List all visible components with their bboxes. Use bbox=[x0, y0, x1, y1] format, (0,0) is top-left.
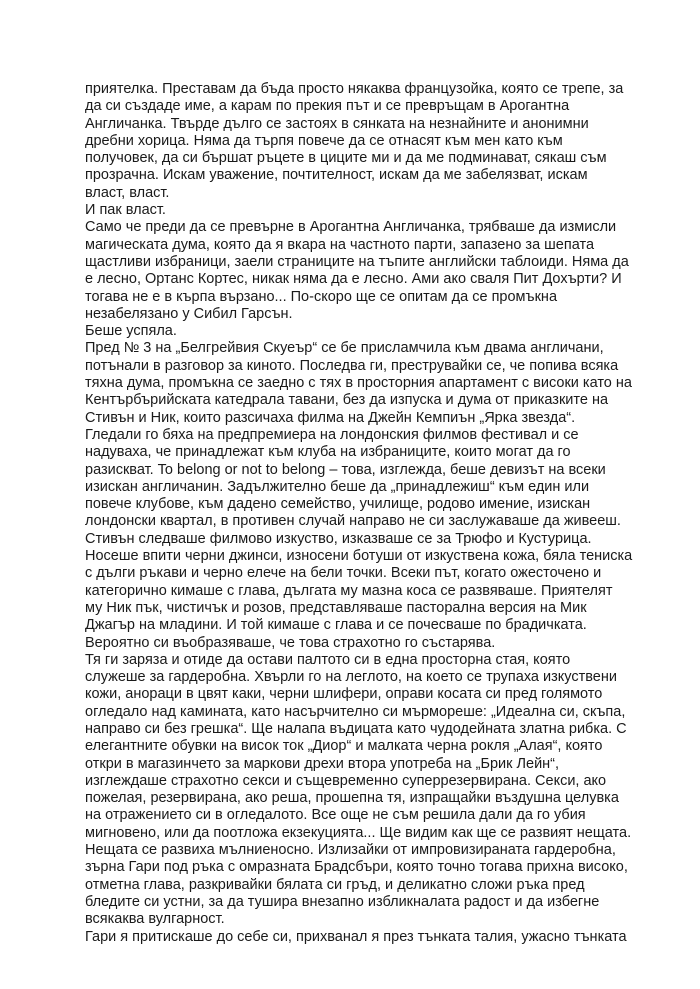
text-line: власт, власт. bbox=[85, 184, 170, 201]
text-line: Само че преди да се превърне в Арогантна Англичанка, трябваше да измисли bbox=[85, 219, 617, 236]
text-line: тогава не е в кърпа вързано... По-скоро ще се опитам да се промъкна bbox=[85, 288, 558, 305]
text-line: Тя ги заряза и отиде да остави палтото си в една просторна стая, която bbox=[85, 651, 571, 668]
text-line: Стивън и Ник, които разсичаха филма на Джейн Кемпиън „Ярка звезда“. bbox=[85, 409, 576, 426]
text-line: бледите си устни, за да туширa внезапно избликналата радост и да избегне bbox=[85, 893, 600, 910]
text-line: Нещата се развиха мълниеносно. Излизайки от импровизираната гардеробна, bbox=[85, 842, 616, 859]
text-line: Кентърбърийската катедрала тавани, без да изпуска и дума от приказките на bbox=[85, 392, 609, 409]
text-line: пожелая, резервирана, ако реша, прошепна тя, изпращайки въздушна целувка bbox=[85, 790, 619, 807]
text-line: приятелка. Преставам да бъда просто някаква французойка, която се трепе, за bbox=[85, 81, 624, 97]
text-line: направо си без грешка“. Ще налапа въдицата като чудодейната златна рибка. С bbox=[85, 720, 627, 737]
text-line: е лесно, Ортанс Кортес, никак няма да е лесно. Ами ако сваля Пит Дохърти? И bbox=[85, 271, 622, 288]
body-text bbox=[85, 81, 633, 946]
text-line: Джагър на младини. И той кимаше с глава и се почесваше по брадичката. bbox=[85, 617, 587, 634]
text-line: елегантните обувки на висок ток „Диор“ и малката черна рокля „Алая“, която bbox=[85, 738, 603, 755]
text-line: зърна Гари под ръка с омразната Брадсбъри, която точно тогава прихна високо, bbox=[85, 859, 628, 876]
text-line: Стивън следваше филмово изкуство, изказваше се за Трюфо и Кустурица. bbox=[85, 530, 592, 547]
text-line: И пак власт. bbox=[85, 202, 166, 219]
text-line: разискват. To belong or not to belong – това, изглежда, беше девизът на всеки bbox=[85, 461, 606, 478]
text-line: надуваха, че принадлежат към клуба на избраниците, които могат да го bbox=[85, 444, 571, 461]
text-line: Вероятно си въобразяваше, че това страхотно го състарява. bbox=[85, 634, 496, 651]
text-line: изглеждаше страхотно секси и същевременно суперрезервирана. Секси, ако bbox=[85, 772, 607, 789]
text-line: магическата дума, която да я вкара на частното парти, запазено за шепата bbox=[85, 236, 595, 253]
text-line: Англичанка. Твърде дълго се застоях в сянката на незнайните и анонимни bbox=[85, 115, 589, 132]
text-line: Носеше впити черни джинси, износени ботуши от изкуствена кожа, бяла тениска bbox=[85, 548, 633, 565]
text-line: щастливи избраници, заели страниците на тъпите английски таблоиди. Няма да bbox=[85, 253, 629, 270]
text-line: огледало над камината, като насърчително си мърмореше: „Идеална си, скъпа, bbox=[85, 703, 626, 720]
text-line: откри в магазинчето за маркови дрехи втора употреба на „Брик Лейн“, bbox=[85, 755, 560, 772]
text-line: категорично кимаше с глава, дългата му мазна коса се развяваше. Приятелят bbox=[85, 582, 613, 599]
text-line: с дълги ръкави и черно елече на бели точки. Всеки път, когато ожесточено и bbox=[85, 565, 602, 582]
text-line: служеше за гардеробна. Хвърли го на леглото, на което се трупаха изкуствени bbox=[85, 669, 617, 686]
text-line: незабелязано у Сибил Гарсън. bbox=[85, 305, 293, 322]
text-line: получовек, да си бършат ръцете в циците ми и да ме подминават, сякаш съм bbox=[85, 150, 607, 167]
text-line: тяхна дума, промъкна се заедно с тях в просторния апартамент с високи като на bbox=[85, 375, 632, 392]
text-line: Гледали го бяха на предпремиера на лондонския филмов фестивал и се bbox=[85, 426, 579, 443]
text-line: кожи, анораци в цвят каки, черни шлифери, оправи косата си пред голямото bbox=[85, 686, 603, 703]
text-line: отметна глава, разкривайки бялата си гръд, и деликатно сложи ръка пред bbox=[85, 876, 585, 893]
text-line: лондонски квартал, в противен случай направо не си заслужаваше да живееш. bbox=[85, 513, 621, 530]
text-line: всякаква вулгарност. bbox=[85, 911, 225, 928]
text-line: му Ник пък, чистичък и розов, представляваше пасторална версия на Мик bbox=[85, 599, 587, 616]
text-line: потънали в разговор за киното. Последва ги, преструвайки се, че попива всяка bbox=[85, 357, 619, 374]
text-line: Беше успяла. bbox=[85, 323, 177, 340]
text-line: Гари я притискаше до себе си, прихванал я през тънката талия, ужасно тънката bbox=[85, 928, 627, 945]
text-line: прозрачна. Искам уважение, почтителност, искам да ме забелязват, искам bbox=[85, 167, 588, 184]
text-line: повече клубове, към дадено семейство, училище, родово имение, изискан bbox=[85, 496, 591, 513]
text-line: изискан англичанин. Задължително беше да „принадлежиш“ към един или bbox=[85, 478, 590, 495]
text-line: мигновено, или да поотложа екзекуцията... Ще видим как ще се развият нещата. bbox=[85, 824, 632, 841]
text-line: Пред № 3 на „Белгрейвия Скуеър“ се бе присламчила към двама англичани, bbox=[85, 340, 604, 357]
text-line: на отражението си в огледалото. Все още не съм решила дали да го убия bbox=[85, 807, 586, 824]
text-line: дребни хорица. Няма да търпя повече да се отнасят към мен като към bbox=[85, 132, 563, 149]
text-line: да си създаде име, а карам по прекия път и се превръщам в Арогантна bbox=[85, 98, 570, 115]
